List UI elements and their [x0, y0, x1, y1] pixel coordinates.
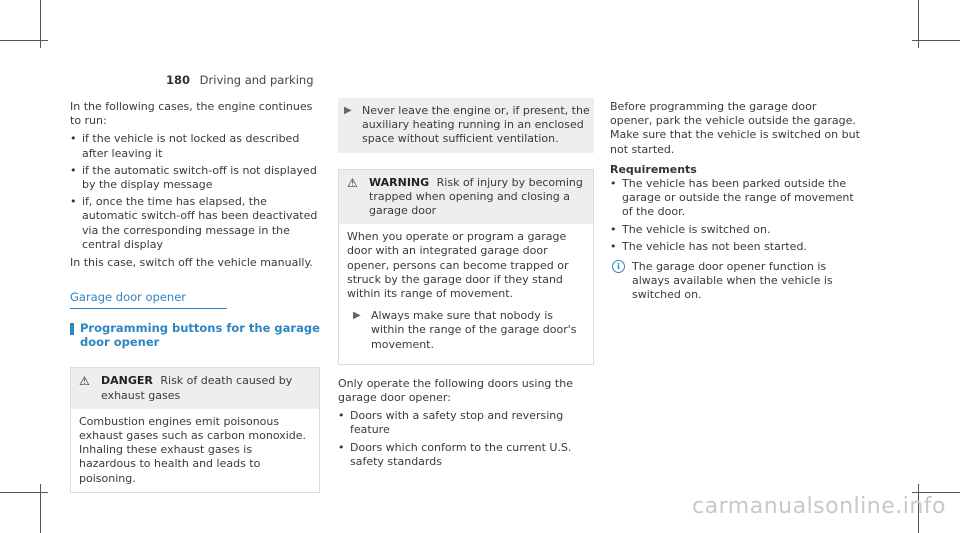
crop-mark: [912, 40, 960, 41]
crop-mark: [912, 492, 960, 493]
page-number: 180: [166, 73, 191, 87]
list-item: • The vehicle has not been started.: [610, 240, 860, 254]
arrow-right-icon: ▶: [344, 105, 352, 116]
crop-mark: [0, 492, 48, 493]
column-2: [338, 104, 594, 473]
doors-list: [338, 409, 594, 469]
closing-text: In this case, switch off the vehicle manually.: [70, 256, 313, 270]
list-item: • if the automatic switch-off is not displayed by the display message: [70, 164, 320, 192]
danger-keyword: DANGER: [101, 374, 153, 388]
subsection-title: [70, 321, 320, 349]
step-text: Always make sure that nobody is within the range of the garage door's movement.: [371, 309, 577, 351]
section-name: Driving and parking: [199, 73, 314, 87]
warning-triangle-icon: ⚠: [347, 175, 358, 190]
requirements-label: Requirements: [610, 162, 697, 176]
column-1: [70, 100, 320, 493]
list-item: • Doors with a safety stop and reversing feature: [338, 409, 594, 437]
list-item: • if the vehicle is not locked as described after leaving it: [70, 132, 320, 160]
engine-cases-list: [70, 132, 320, 252]
info-note: [610, 260, 860, 303]
list-item: • The vehicle is switched on.: [610, 223, 860, 237]
warning-body: When you operate or program a garage door with an integrated garage door opener, persons can become trapped or struck by the garage door if they stand within its range of movement.: [347, 230, 569, 301]
arrow-right-icon: ▶: [353, 310, 361, 322]
danger-header: [71, 368, 319, 408]
step-text: Never leave the engine or, if present, the auxiliary heating running in an enclosed space without sufficient ventilation.: [362, 104, 590, 146]
programming-intro: Before programming the garage door opener, park the vehicle outside the garage. Make sure that the vehicle is switched on but not started.: [610, 100, 860, 156]
crop-mark: [0, 40, 48, 41]
list-item: • if, once the time has elapsed, the automatic switch-off has been deactivated via the corresponding message in the central display: [70, 195, 320, 252]
instruction-step: [347, 307, 585, 358]
subsection-title-text: Programming buttons for the garage door opener: [80, 321, 320, 350]
page-header: [166, 73, 314, 87]
danger-headline: Risk of death caused by exhaust gases: [101, 374, 293, 402]
warning-header: [339, 170, 593, 225]
info-icon: i: [612, 260, 625, 273]
section-bar-icon: [70, 323, 74, 335]
section-title: Garage door opener: [70, 290, 227, 309]
watermark: carmanualsonline.info: [692, 494, 946, 519]
intro-text: In the following cases, the engine continues to run:: [70, 100, 313, 128]
list-item: • Doors which conform to the current U.S. safety standards: [338, 441, 594, 469]
danger-box: [70, 367, 320, 492]
info-text: The garage door opener function is always available when the vehicle is switched on.: [632, 260, 833, 302]
column-3: [610, 100, 860, 303]
doors-intro: Only operate the following doors using the garage door opener:: [338, 376, 573, 405]
warning-keyword: WARNING: [369, 175, 430, 189]
danger-body: Combustion engines emit poisonous exhaust gases such as carbon monoxide. Inhaling these exhaust gases is hazardous to health and leads to poisoning.: [79, 414, 307, 485]
requirements-list: [610, 177, 860, 254]
warning-headline: Risk of injury by becoming trapped when opening and closing a garage door: [369, 175, 583, 218]
warning-box: [338, 169, 594, 365]
list-item: • The vehicle has been parked outside the garage or outside the range of movement of the door.: [610, 177, 860, 220]
instruction-step: [338, 98, 594, 153]
warning-triangle-icon: ⚠: [79, 374, 90, 389]
